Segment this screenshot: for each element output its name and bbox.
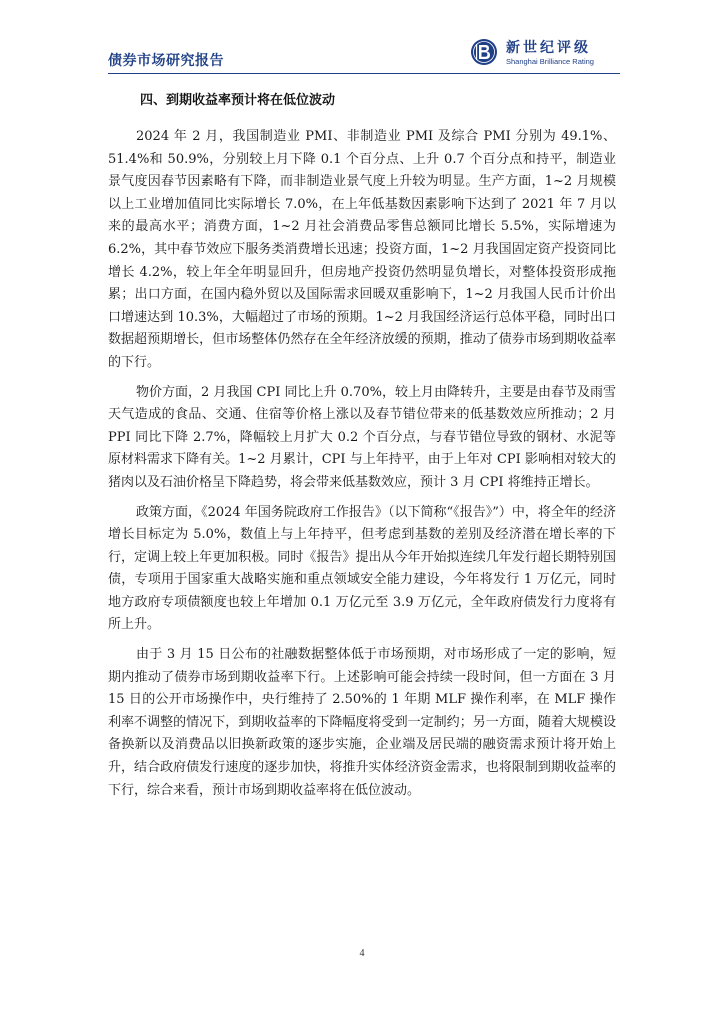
- paragraph-policy: 政策方面，《2024 年国务院政府工作报告》（以下简称“《报告》”）中，将全年的经济增长目标定为 5.0%，数值上与上年持平，但考虑到基数的差别及经济潜在增长率的下行，定调上较上年更加积极。同时《报告》提出从今年开始拟连续几年发行超长期特别国债，专项用于国家重大战略实施和重点领域安全能力建设，今年将发行 1 万亿元，同时地方政府专项债额度也较上年增加 0.1 万亿元至 3.9 万亿元，全年政府债发行力度将有所上升。: [108, 504, 616, 633]
- paragraph-macro-economy: 2024 年 2 月，我国制造业 PMI、非制造业 PMI 及综合 PMI 分别为 49.1%、51.4%和 50.9%，分别较上月下降 0.1 个百分点、上升 0.7 个百分点和持平，制造业景气度因春节因素略有下降，而非制造业景气度上升较为明显。生产方面，1~2 月规模以上工业增加值同比实际增长 7.0%，在上年低基数因素影响下达到了 2021 年 7 月以来的最高水平；消费方面，1~2 月社会消费品零售总额同比增长 5.5%，实际增速为 6.2%，其中春节效应下服务类消费增长迅速；投资方面，1~2 月我国固定资产投资同比增长 4.2%，较上年全年明显回升，但房地产投资仍然明显负增长，对整体投资形成拖累；出口方面，在国内稳外贸以及国际需求回暖双重影响下，1~2 月我国人民币计价出口增速达到 10.3%，大幅超过了市场的预期。1~2 月我国经济运行总体平稳，同时出口数据超预期增长，但市场整体仍然存在全年经济放缓的预期，推动了债券市场到期收益率的下行。: [108, 129, 616, 370]
- logo-english-name: Shanghai Brilliance Rating: [506, 57, 594, 66]
- brilliance-rating-emblem-icon: [470, 38, 498, 66]
- section-heading: 四、到期收益率预计将在低位波动: [140, 93, 336, 108]
- brand-logo: [470, 36, 620, 72]
- paragraph-prices: 物价方面，2 月我国 CPI 同比上升 0.70%，较上月由降转升，主要是由春节及雨雪天气造成的食品、交通、住宿等价格上涨以及春节错位带来的低基数效应所推动；2 月 PPI 同比下降 2.7%，降幅较上月扩大 0.2 个百分点，与春节错位导致的钢材、水泥等原材料需求下降有关。1~2 月累计，CPI 与上年持平，由于上年对 CPI 影响相对较大的猪肉以及石油价格呈下降趋势，将会带来低基数效应，预计 3 月 CPI 将维持正增长。: [108, 384, 616, 490]
- logo-chinese-name: 新世纪评级: [506, 40, 591, 56]
- report-series-title: 债券市场研究报告: [108, 53, 224, 69]
- page-header: [108, 36, 620, 72]
- report-body: [108, 90, 616, 809]
- page-number: 4: [359, 948, 365, 959]
- header-divider: [108, 73, 620, 74]
- paragraph-outlook: 由于 3 月 15 日公布的社融数据整体低于市场预期，对市场形成了一定的影响，短期内推动了债券市场到期收益率下行。上述影响可能会持续一段时间，但一方面在 3 月 15 日的公开市场操作中，央行维持了 2.50%的 1 年期 MLF 操作利率，在 MLF 操作利率不调整的情况下，到期收益率的下降幅度将受到一定制约；另一方面，随着大规模设备换新以及消费品以旧换新政策的逐步实施，企业端及居民端的融资需求预计将开始上升，结合政府债发行速度的逐步加快，将推升实体经济资金需求，也将限制到期收益率的下行，综合来看，预计市场到期收益率将在低位波动。: [108, 647, 616, 798]
